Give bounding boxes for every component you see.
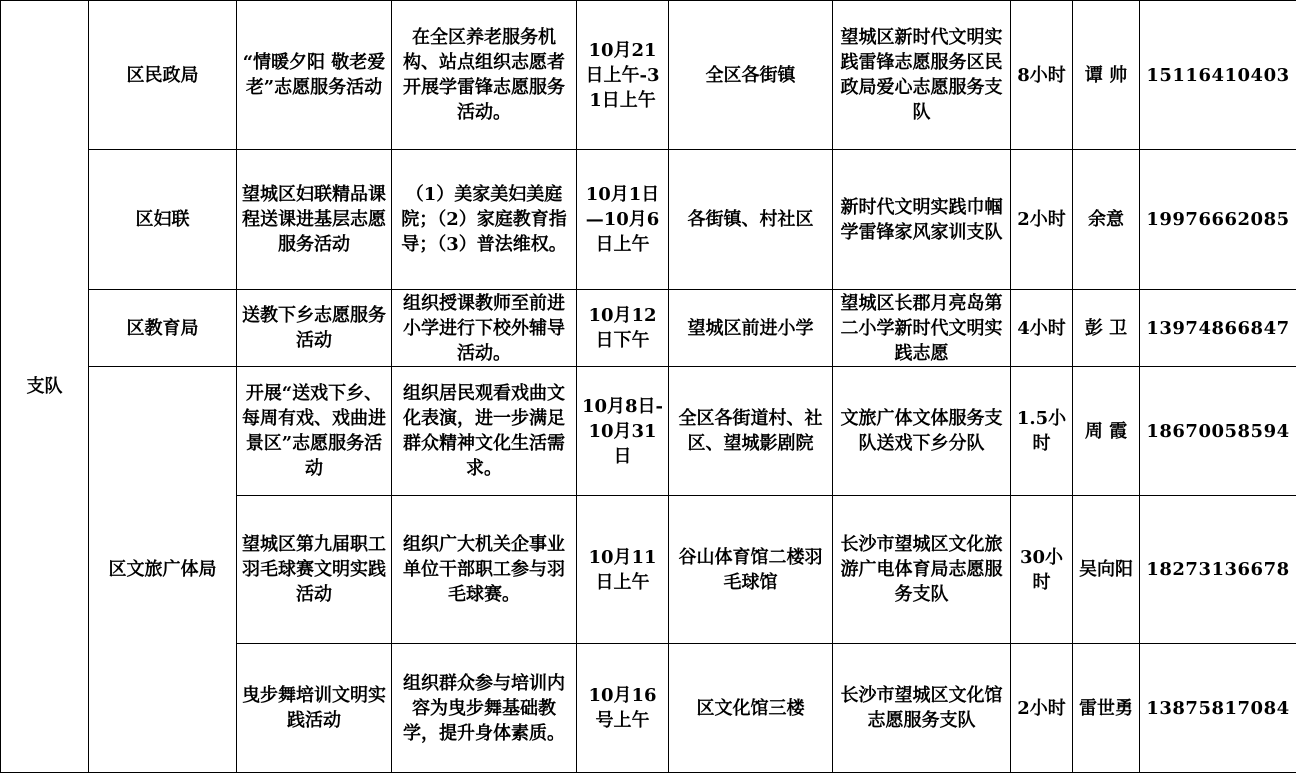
table-row: [1, 1, 1296, 150]
activity-cell: 开展“送戏下乡、每周有戏、戏曲进景区”志愿服务活动: [237, 367, 392, 496]
table-row: [1, 290, 1296, 367]
location-cell: 全区各街镇: [669, 1, 833, 150]
duration-cell: 2小时: [1011, 150, 1073, 290]
table-row: [1, 150, 1296, 290]
contact-cell: 吴向阳: [1073, 496, 1140, 644]
unit-cell: 区妇联: [89, 150, 237, 290]
time-cell: 10月16号上午: [577, 644, 669, 773]
duration-cell: 4小时: [1011, 290, 1073, 367]
phone-cell: 15116410403: [1140, 1, 1296, 150]
content-cell: （1）美家美妇美庭院；（2）家庭教育指导；（3）普法维权。: [392, 150, 577, 290]
contact-cell: 雷世勇: [1073, 644, 1140, 773]
team-cell: 望城区新时代文明实践雷锋志愿服务区民政局爱心志愿服务支队: [833, 1, 1011, 150]
team-cell: 新时代文明实践巾帼学雷锋家风家训支队: [833, 150, 1011, 290]
location-cell: 区文化馆三楼: [669, 644, 833, 773]
team-cell: 长沙市望城区文化馆志愿服务支队: [833, 644, 1011, 773]
phone-cell: 18670058594: [1140, 367, 1296, 496]
time-cell: 10月21日上午-31日上午: [577, 1, 669, 150]
contact-cell: 余意: [1073, 150, 1140, 290]
phone-cell: 13974866847: [1140, 290, 1296, 367]
contact-cell: 谭 帅: [1073, 1, 1140, 150]
duration-cell: 1.5小时: [1011, 367, 1073, 496]
contact-cell: 彭 卫: [1073, 290, 1140, 367]
content-cell: 组织群众参与培训内容为曳步舞基础教学，提升身体素质。: [392, 644, 577, 773]
team-cell: 文旅广体文体服务支队送戏下乡分队: [833, 367, 1011, 496]
content-cell: 在全区养老服务机构、站点组织志愿者开展学雷锋志愿服务活动。: [392, 1, 577, 150]
activity-cell: 送教下乡志愿服务活动: [237, 290, 392, 367]
content-cell: 组织广大机关企事业单位干部职工参与羽毛球赛。: [392, 496, 577, 644]
location-cell: 望城区前进小学: [669, 290, 833, 367]
unit-cell: 区教育局: [89, 290, 237, 367]
team-cell: 望城区长郡月亮岛第二小学新时代文明实践志愿: [833, 290, 1011, 367]
duration-cell: 30小时: [1011, 496, 1073, 644]
location-cell: 各街镇、村社区: [669, 150, 833, 290]
unit-cell: 区民政局: [89, 1, 237, 150]
activity-cell: 曳步舞培训文明实践活动: [237, 644, 392, 773]
activity-cell: 望城区妇联精品课程送课进基层志愿服务活动: [237, 150, 392, 290]
phone-cell: 13875817084: [1140, 644, 1296, 773]
time-cell: 10月12日下午: [577, 290, 669, 367]
activity-cell: 望城区第九届职工羽毛球赛文明实践活动: [237, 496, 392, 644]
duration-cell: 8小时: [1011, 1, 1073, 150]
content-cell: 组织授课教师至前进小学进行下校外辅导活动。: [392, 290, 577, 367]
time-cell: 10月11日上午: [577, 496, 669, 644]
phone-cell: 19976662085: [1140, 150, 1296, 290]
location-cell: 全区各街道村、社区、望城影剧院: [669, 367, 833, 496]
activity-cell: “情暖夕阳 敬老爱老”志愿服务活动: [237, 1, 392, 150]
time-cell: 10月8日-10月31日: [577, 367, 669, 496]
unit-cell: 区文旅广体局: [89, 367, 237, 773]
location-cell: 谷山体育馆二楼羽毛球馆: [669, 496, 833, 644]
content-cell: 组织居民观看戏曲文化表演，进一步满足群众精神文化生活需求。: [392, 367, 577, 496]
team-category-cell: 支队: [1, 1, 89, 773]
table-row: [1, 367, 1296, 496]
team-cell: 长沙市望城区文化旅游广电体育局志愿服务支队: [833, 496, 1011, 644]
contact-cell: 周 霞: [1073, 367, 1140, 496]
phone-cell: 18273136678: [1140, 496, 1296, 644]
time-cell: 10月1日—10月6日上午: [577, 150, 669, 290]
duration-cell: 2小时: [1011, 644, 1073, 773]
